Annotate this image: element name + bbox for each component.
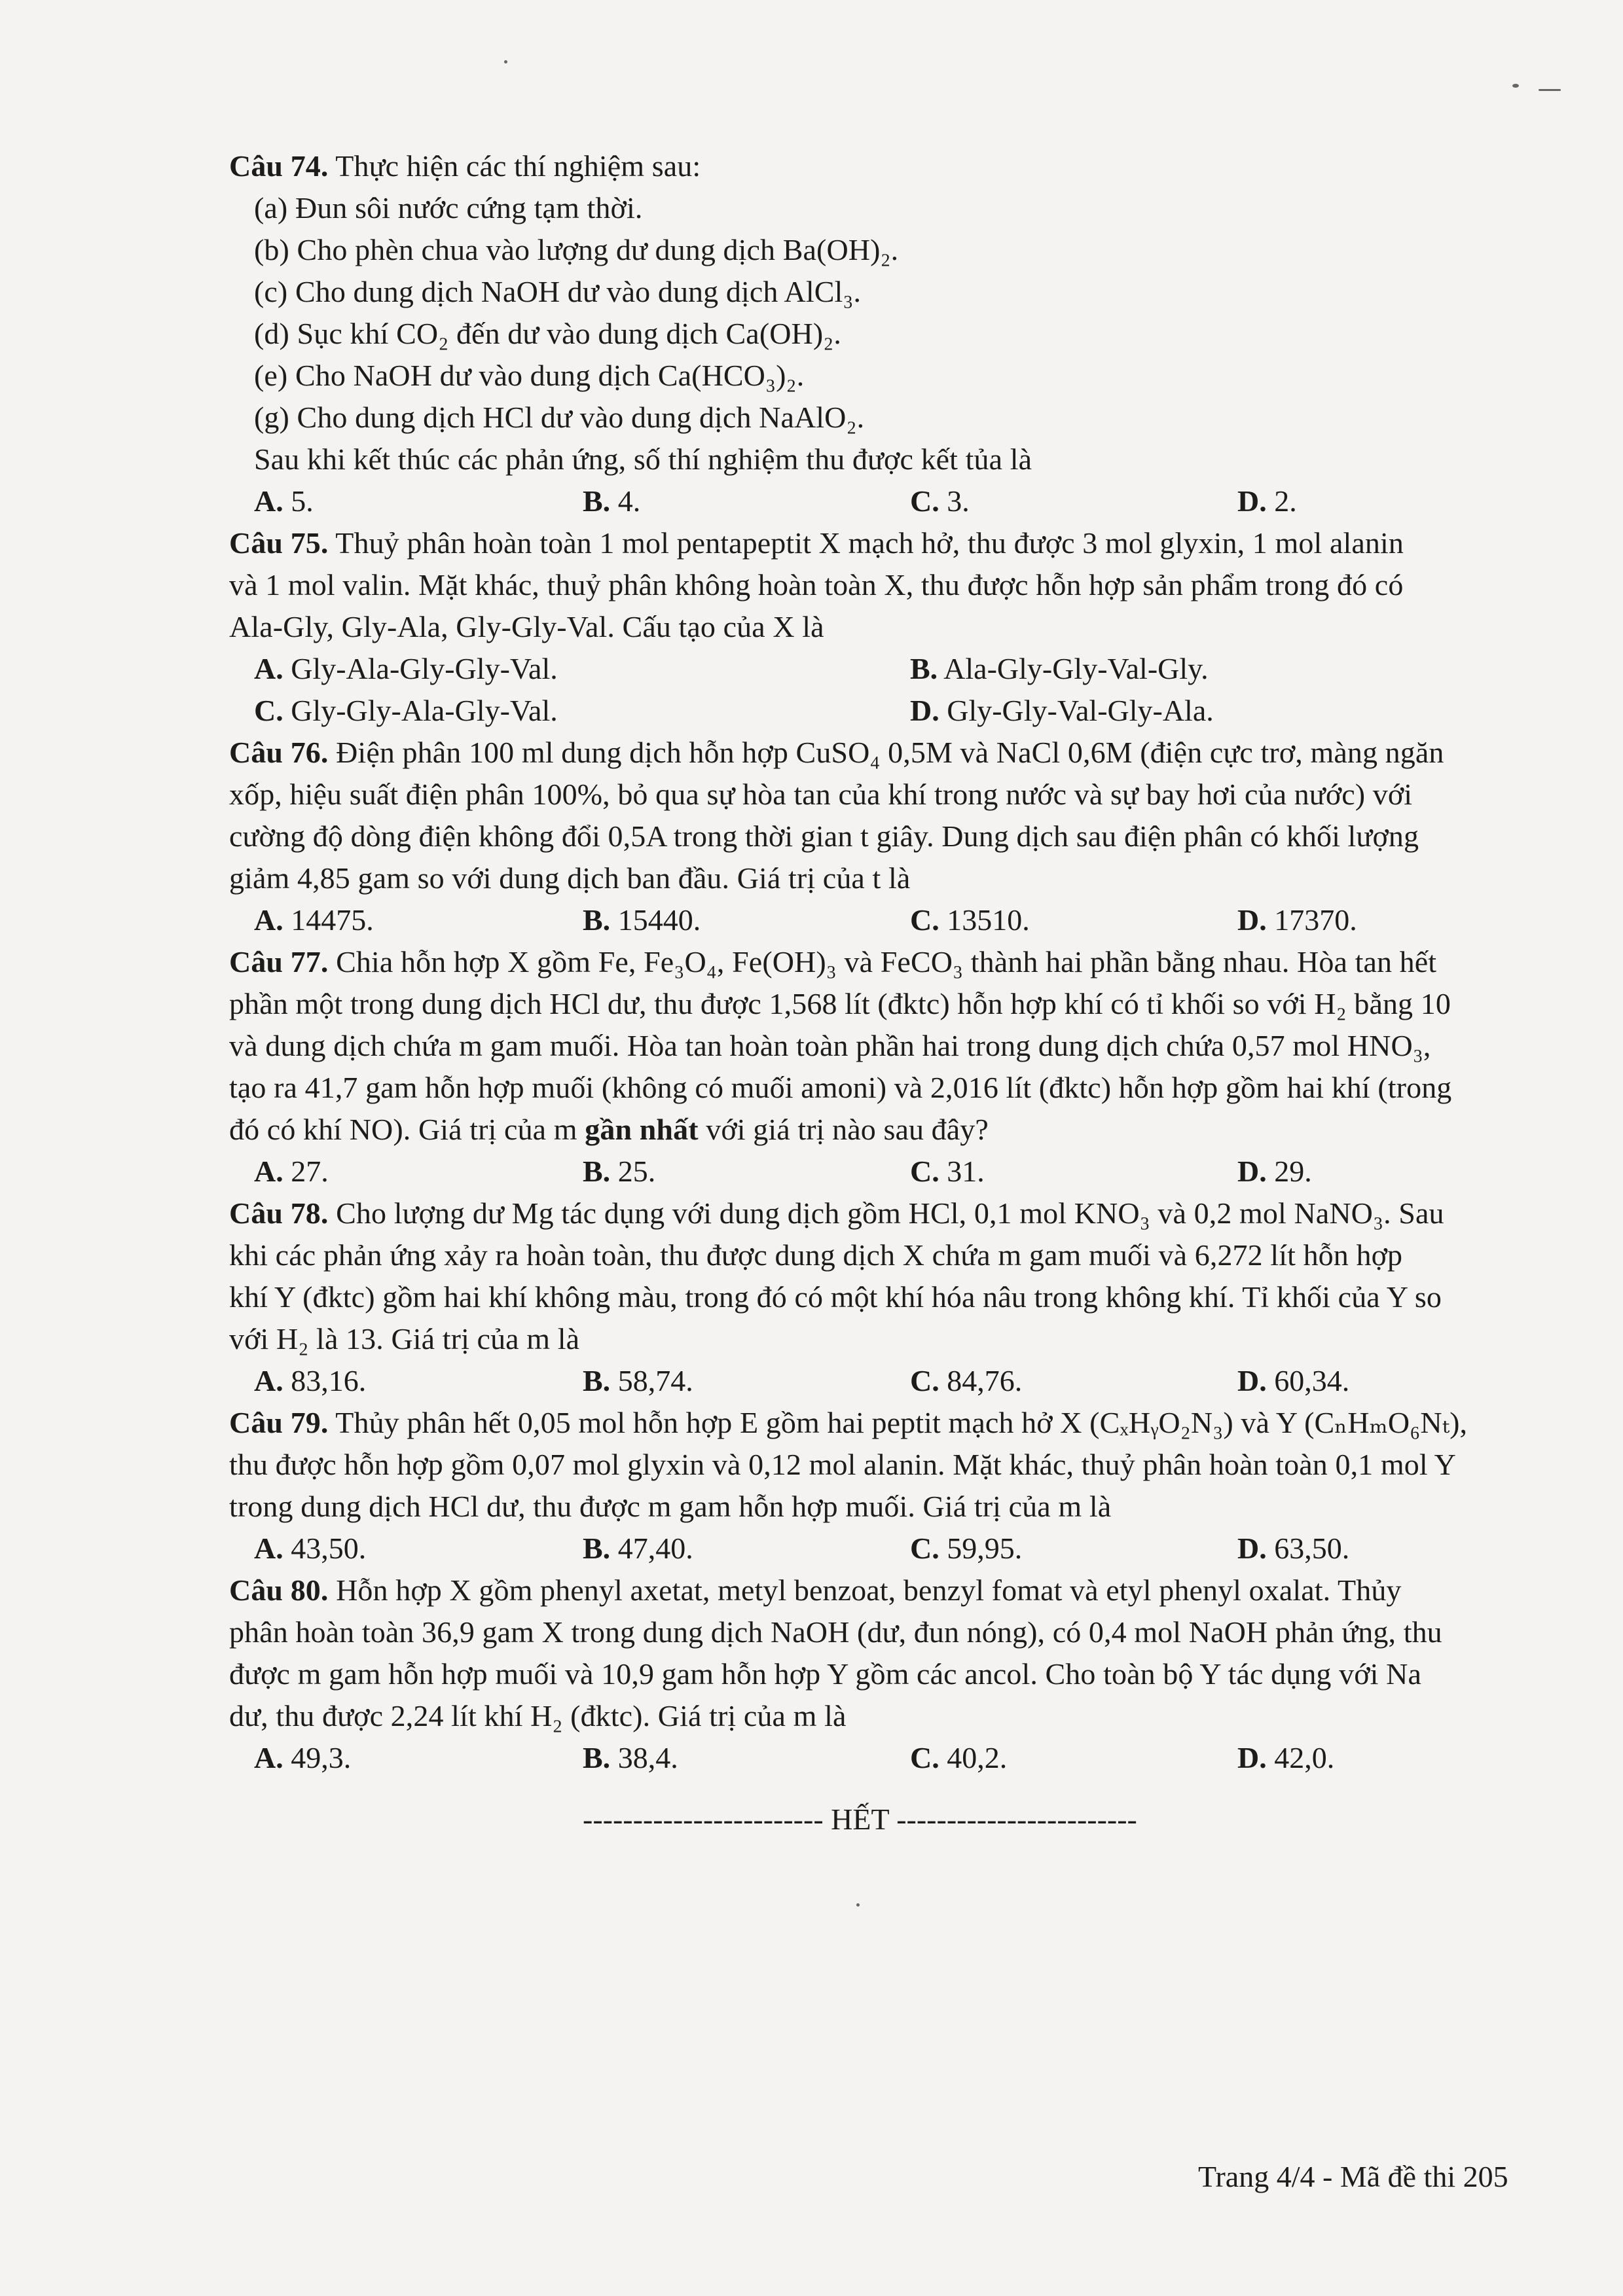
option-b: B. Ala-Gly-Gly-Val-Gly. xyxy=(910,652,1209,685)
option-d: D. Gly-Gly-Val-Gly-Ala. xyxy=(910,694,1214,727)
question-text: xốp, hiệu suất điện phân 100%, bỏ qua sự hòa tan của khí trong nước và sự bay hơi của nước) với xyxy=(229,778,1413,811)
scan-speck xyxy=(1539,89,1561,91)
question-text: tạo ra 41,7 gam hỗn hợp muối (không có muối amoni) và 2,016 lít (đktc) hỗn hợp gồm hai khí (trong xyxy=(229,1071,1452,1104)
question-label: Câu 78. xyxy=(229,1196,329,1230)
option-b: B. 4. xyxy=(583,484,641,518)
question-text: Hỗn hợp X gồm phenyl axetat, metyl benzoat, benzyl fomat và etyl phenyl oxalat. Thủy xyxy=(328,1573,1402,1607)
question-text: trong dung dịch HCl dư, thu được m gam hỗn hợp muối. Giá trị của m là xyxy=(229,1490,1112,1523)
question-text: Thực hiện các thí nghiệm sau: xyxy=(328,149,701,183)
question-text: giảm 4,85 gam so với dung dịch ban đầu. Giá trị của t là xyxy=(229,861,911,895)
option-c: C. 31. xyxy=(910,1155,985,1188)
option-c: C. 84,76. xyxy=(910,1364,1023,1397)
option-d: D. 29. xyxy=(1237,1155,1312,1188)
option-b: B. 47,40. xyxy=(583,1532,693,1565)
question-text: cường độ dòng điện không đổi 0,5A trong thời gian t giây. Dung dịch sau điện phân có khối lượng xyxy=(229,819,1419,853)
option-d: D. 63,50. xyxy=(1237,1532,1350,1565)
scan-speck xyxy=(856,1903,860,1907)
option-c: C. Gly-Gly-Ala-Gly-Val. xyxy=(254,694,558,727)
question-text: Chia hỗn hợp X gồm Fe, Fe₃O₄, Fe(OH)₃ và FeCO₃ thành hai phần bằng nhau. Hòa tan hết xyxy=(328,945,1437,978)
question-78 xyxy=(229,1193,1535,1402)
answer-options xyxy=(229,648,1535,690)
question-text: được m gam hỗn hợp muối và 10,9 gam hỗn hợp Y gồm các ancol. Cho toàn bộ Y tác dụng với Na xyxy=(229,1657,1421,1691)
scan-speck xyxy=(504,60,507,63)
question-text: Ala-Gly, Gly-Ala, Gly-Gly-Val. Cấu tạo của X là xyxy=(229,610,824,643)
answer-options xyxy=(229,690,1535,732)
option-a: A. Gly-Ala-Gly-Gly-Val. xyxy=(254,652,558,685)
question-79 xyxy=(229,1402,1535,1570)
question-75 xyxy=(229,522,1535,732)
experiment-item: (b) Cho phèn chua vào lượng dư dung dịch Ba(OH)₂. xyxy=(254,233,899,266)
answer-options xyxy=(229,480,1535,522)
answer-options xyxy=(229,1528,1535,1570)
experiment-item: (d) Sục khí CO₂ đến dư vào dung dịch Ca(OH)₂. xyxy=(254,317,842,350)
option-d: D. 60,34. xyxy=(1237,1364,1350,1397)
question-80 xyxy=(229,1570,1535,1779)
option-a: A. 5. xyxy=(254,484,314,518)
scan-speck xyxy=(1512,84,1519,88)
question-text: Thuỷ phân hoàn toàn 1 mol pentapeptit X mạch hở, thu được 3 mol glyxin, 1 mol alanin xyxy=(328,526,1404,560)
end-marker: ------------------------ HẾT ------------------------ xyxy=(583,1803,1137,1836)
question-label: Câu 76. xyxy=(229,736,329,769)
experiment-item: (a) Đun sôi nước cứng tạm thời. xyxy=(254,191,643,224)
question-text: khí Y (đktc) gồm hai khí không màu, trong đó có một khí hóa nâu trong không khí. Tỉ khối của Y so xyxy=(229,1280,1442,1314)
option-b: B. 25. xyxy=(583,1155,656,1188)
question-text: đó có khí NO). Giá trị của m gần nhất với giá trị nào sau đây? xyxy=(229,1113,989,1146)
question-text: phân hoàn toàn 36,9 gam X trong dung dịch NaOH (dư, đun nóng), có 0,4 mol NaOH phản ứng, thu xyxy=(229,1615,1442,1649)
option-b: B. 38,4. xyxy=(583,1741,678,1774)
option-c: C. 40,2. xyxy=(910,1741,1008,1774)
option-b: B. 58,74. xyxy=(583,1364,693,1397)
option-c: C. 3. xyxy=(910,484,970,518)
question-text: và dung dịch chứa m gam muối. Hòa tan hoàn toàn phần hai trong dung dịch chứa 0,57 mol HNO₃, xyxy=(229,1029,1431,1062)
option-d: D. 17370. xyxy=(1237,903,1357,937)
question-text: thu được hỗn hợp gồm 0,07 mol glyxin và 0,12 mol alanin. Mặt khác, thuỷ phân hoàn toàn 0,1 mol Y xyxy=(229,1448,1456,1481)
answer-options xyxy=(229,1360,1535,1402)
experiment-item: (c) Cho dung dịch NaOH dư vào dung dịch AlCl₃. xyxy=(254,275,862,308)
question-74 xyxy=(229,145,1535,522)
question-text: với H₂ là 13. Giá trị của m là xyxy=(229,1322,580,1355)
question-text: Cho lượng dư Mg tác dụng với dung dịch gồm HCl, 0,1 mol KNO₃ và 0,2 mol NaNO₃. Sau xyxy=(328,1196,1444,1230)
question-76 xyxy=(229,732,1535,941)
experiment-item: (e) Cho NaOH dư vào dung dịch Ca(HCO₃)₂. xyxy=(254,359,805,392)
option-b: B. 15440. xyxy=(583,903,701,937)
option-c: C. 59,95. xyxy=(910,1532,1023,1565)
answer-options xyxy=(229,1737,1535,1779)
emphasis-text: gần nhất xyxy=(585,1113,699,1146)
question-text: phần một trong dung dịch HCl dư, thu được 1,568 lít (đktc) hỗn hợp khí có tỉ khối so với H₂ bằng 10 xyxy=(229,987,1451,1020)
question-stem: Sau khi kết thúc các phản ứng, số thí nghiệm thu được kết tủa là xyxy=(254,442,1032,476)
option-a: A. 49,3. xyxy=(254,1741,352,1774)
question-label: Câu 79. xyxy=(229,1406,329,1439)
option-d: D. 2. xyxy=(1237,484,1297,518)
answer-options xyxy=(229,899,1535,941)
question-text: Điện phân 100 ml dung dịch hỗn hợp CuSO₄ 0,5M và NaCl 0,6M (điện cực trơ, màng ngăn xyxy=(328,736,1444,769)
question-text: và 1 mol valin. Mặt khác, thuỷ phân không hoàn toàn X, thu được hỗn hợp sản phẩm trong đó có xyxy=(229,568,1404,601)
question-77 xyxy=(229,941,1535,1193)
question-text: Thủy phân hết 0,05 mol hỗn hợp E gồm hai peptit mạch hở X (CₓHᵧO₂N₃) và Y (CₙHₘO₆Nₜ), xyxy=(328,1406,1468,1439)
option-a: A. 43,50. xyxy=(254,1532,367,1565)
answer-options xyxy=(229,1151,1535,1193)
question-label: Câu 75. xyxy=(229,526,329,560)
experiment-item: (g) Cho dung dịch HCl dư vào dung dịch NaAlO₂. xyxy=(254,401,865,434)
question-text: khi các phản ứng xảy ra hoàn toàn, thu được dung dịch X chứa m gam muối và 6,272 lít hỗn hợp xyxy=(229,1238,1403,1272)
question-text: dư, thu được 2,24 lít khí H₂ (đktc). Giá trị của m là xyxy=(229,1699,847,1732)
option-a: A. 27. xyxy=(254,1155,329,1188)
option-d: D. 42,0. xyxy=(1237,1741,1335,1774)
option-a: A. 83,16. xyxy=(254,1364,367,1397)
question-label: Câu 74. xyxy=(229,149,329,183)
question-label: Câu 80. xyxy=(229,1573,329,1607)
option-c: C. 13510. xyxy=(910,903,1030,937)
exam-content xyxy=(229,145,1535,1779)
page-footer: Trang 4/4 - Mã đề thi 205 xyxy=(1198,2160,1508,2193)
question-label: Câu 77. xyxy=(229,945,329,978)
option-a: A. 14475. xyxy=(254,903,374,937)
